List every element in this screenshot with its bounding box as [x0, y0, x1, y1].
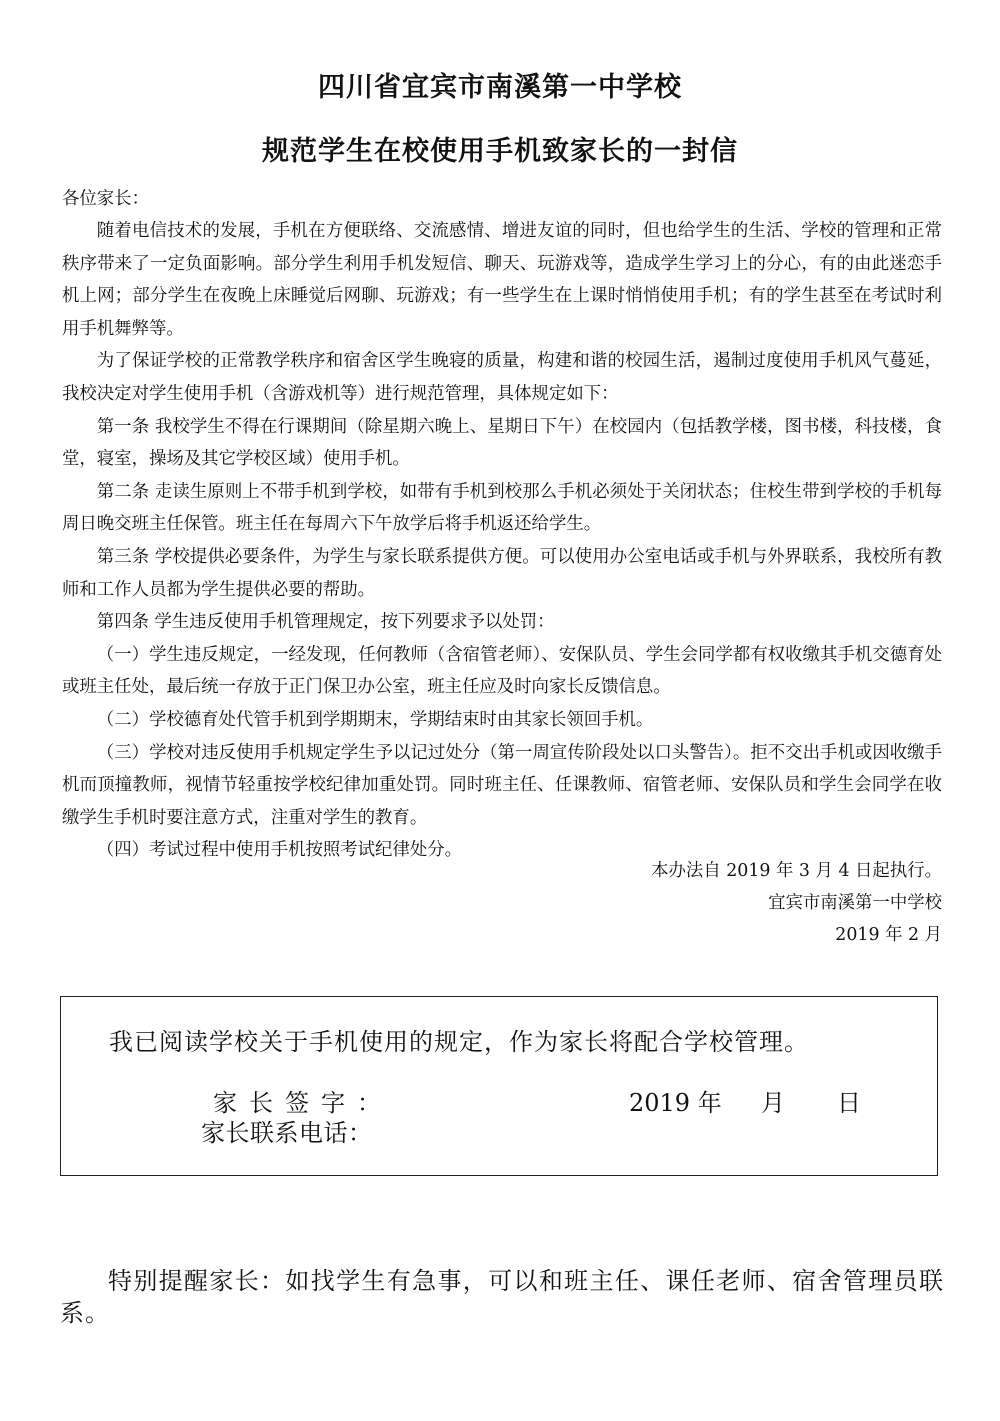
penalty-1: （一）学生违反规定，一经发现，任何教师（含宿管老师）、安保队员、学生会同学都有权收缴其手机交德育处或班主任处，最后统一存放于正门保卫办公室，班主任应及时向家长反馈信息。 — [62, 644, 942, 698]
penalty-3: （三）学校对违反使用手机规定学生予以记过处分（第一周宣传阶段处以口头警告）。拒不交出手机或因收缴手机而顶撞教师，视情节轻重按学校纪律加重处罚。同时班主任、任课教师、宿管老师、安保队员和学生会同学在收缴学生手机时要注意方式，注重对学生的教育。 — [62, 742, 942, 828]
paragraph-purpose: 为了保证学校的正常教学秩序和宿舍区学生晚寝的质量，构建和谐的校园生活，遏制过度使用手机风气蔓延，我校决定对学生使用手机（含游戏机等）进行规范管理，具体规定如下： — [62, 351, 942, 404]
parent-signature-label: 家长签字： — [213, 1089, 393, 1117]
article-4: 第四条 学生违反使用手机管理规定，按下列要求予以处罚： — [96, 612, 555, 633]
letter-body — [62, 215, 942, 867]
reply-day: 日 — [837, 1089, 861, 1117]
greeting: 各位家长： — [62, 189, 149, 209]
reply-month: 月 — [761, 1089, 785, 1117]
article-3: 第三条 学校提供必要条件，为学生与家长联系提供方便。可以使用办公室电话或手机与外界联系，我校所有教师和工作人员都为学生提供必要的帮助。 — [62, 546, 942, 600]
penalty-4: （四）考试过程中使用手机按照考试纪律处分。 — [96, 840, 463, 861]
reply-slip — [60, 996, 938, 1176]
signer: 宜宾市南溪第一中学校 — [768, 893, 942, 913]
article-2: 第二条 走读生原则上不带手机到学校，如带有手机到校那么手机必须处于关闭状态；住校生带到学校的手机每周日晚交班主任保管。班主任在每周六下午放学后将手机返还给学生。 — [62, 481, 942, 535]
paragraph-intro: 随着电信技术的发展，手机在方便联络、交流感情、增进友谊的同时，但也给学生的生活、学校的管理和正常秩序带来了一定负面影响。部分学生利用手机发短信、聊天、玩游戏等，造成学生学习上的分心，有的由此迷恋手机上网；部分学生在夜晚上床睡觉后网聊、玩游戏；有一些学生在上课时悄悄使用手机；有的学生甚至在考试时利用手机舞弊等。 — [62, 221, 942, 339]
article-1: 第一条 我校学生不得在行课期间（除星期六晚上、星期日下午）在校园内（包括教学楼，图书楼，科技楼，食堂，寝室，操场及其它学校区域）使用手机。 — [62, 416, 942, 470]
letter-date: 2019 年 2 月 — [835, 925, 942, 945]
reply-year: 2019 年 — [629, 1089, 722, 1117]
penalty-2: （二）学校德育处代管手机到学期期末，学期结束时由其家长领回手机。 — [96, 709, 654, 730]
special-reminder: 特别提醒家长：如找学生有急事，可以和班主任、课任老师、宿舍管理员联系。 — [60, 1267, 944, 1327]
reply-statement: 我已阅读学校关于手机使用的规定，作为家长将配合学校管理。 — [109, 1028, 809, 1056]
letter-title: 规范学生在校使用手机致家长的一封信 — [262, 136, 738, 167]
school-name: 四川省宜宾市南溪第一中学校 — [318, 72, 682, 103]
parent-phone-label: 家长联系电话： — [201, 1119, 373, 1147]
effective-date: 本办法自 2019 年 3 月 4 日起执行。 — [651, 861, 942, 881]
